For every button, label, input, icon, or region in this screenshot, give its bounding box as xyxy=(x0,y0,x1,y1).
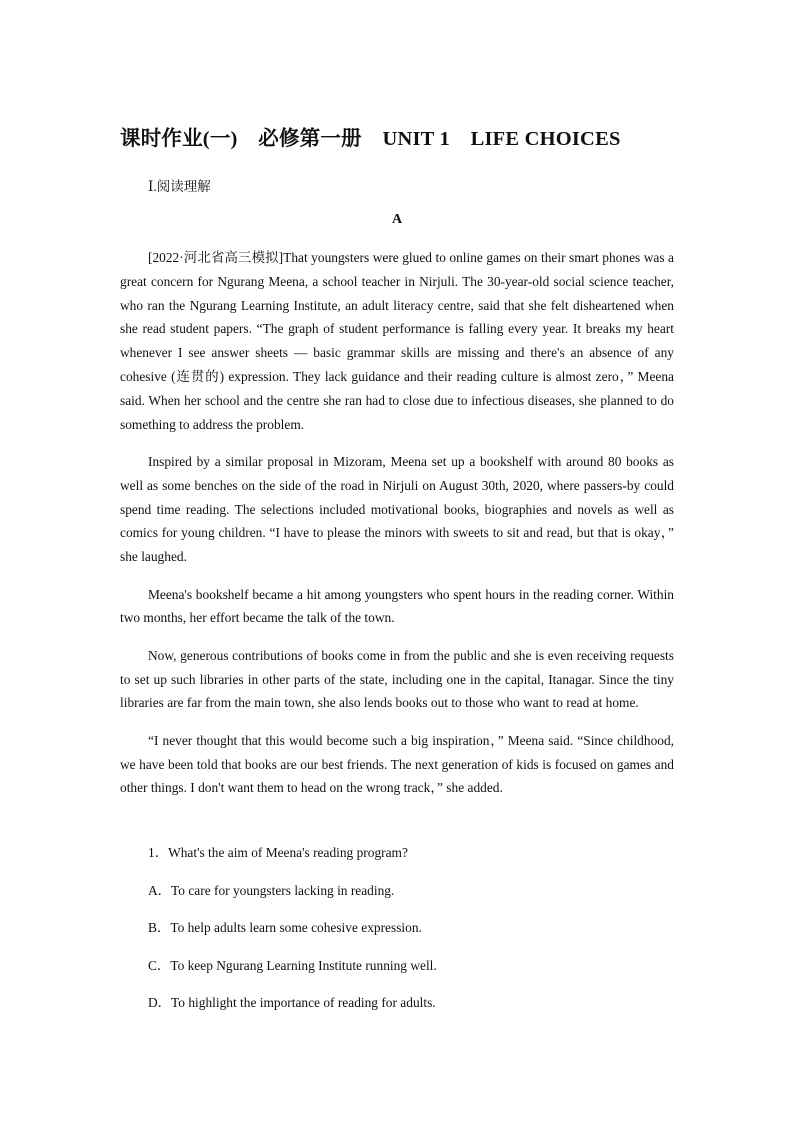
question-stem: 1．What's the aim of Meena's reading program? xyxy=(148,845,408,860)
answer-option-b: B．To help adults learn some cohesive expression. xyxy=(148,920,422,936)
answer-option-c: C．To keep Ngurang Learning Institute running well. xyxy=(148,957,437,973)
passage-paragraph: Meena's bookshelf became a hit among youngsters who spent hours in the reading corner. Within two months, her effort became the talk of the town. xyxy=(120,586,674,626)
passage-paragraph: [2022·河北省高三模拟]That youngsters were glued to online games on their smart phones was a great concern for Ngurang Meena, a school teacher in Nirjuli. The 30-year-old social science teacher, who ran the Ngurang Learning Institute, an adult literacy centre, said that she felt disheartened when she read student papers. “The graph of student performance is falling every year. It breaks my heart whenever I see answer sheets — basic grammar skills are missing and there's an absence of any cohesive (连贯的) expression. They lack guidance and their reading culture is almost zero，” Meena said. When her school and the centre she ran had to close due to infectious diseases, she planned to do something to address the problem. xyxy=(120,250,674,432)
passage-paragraph: Inspired by a similar proposal in Mizoram, Meena set up a bookshelf with around 80 books as well as some benches on the side of the road in Nirjuli on August 30th, 2020, where passers-by could spend time reading. The selections included motivational books, biographies and novels as well as comics for young children. “I have to please the minors with sweets to sit and read, but that is okay，” she laughed. xyxy=(120,453,674,565)
section-heading: Ⅰ.阅读理解 xyxy=(148,179,211,194)
passage-label: A xyxy=(391,212,403,227)
answer-option-a: A．To care for youngsters lacking in reading. xyxy=(148,882,395,898)
passage-paragraph: “I never thought that this would become such a big inspiration，” Meena said. “Since childhood, we have been told that books are our best friends. The next generation of kids is focused on games and other things. I don't want them to head on the wrong track，” she added. xyxy=(120,732,674,796)
question-block xyxy=(148,841,437,1029)
answer-option-d: D．To highlight the importance of reading for adults. xyxy=(148,995,436,1011)
passage-paragraph: Now, generous contributions of books come in from the public and she is even receiving requests to set up such libraries in other parts of the state, including one in the capital, Itanagar. Since the tiny libraries are far from the main town, she also lends books out to those who want to read at home. xyxy=(120,647,674,711)
passage-body xyxy=(120,246,674,814)
page-title: 课时作业(一) 必修第一册 UNIT 1 LIFE CHOICES xyxy=(120,128,621,150)
